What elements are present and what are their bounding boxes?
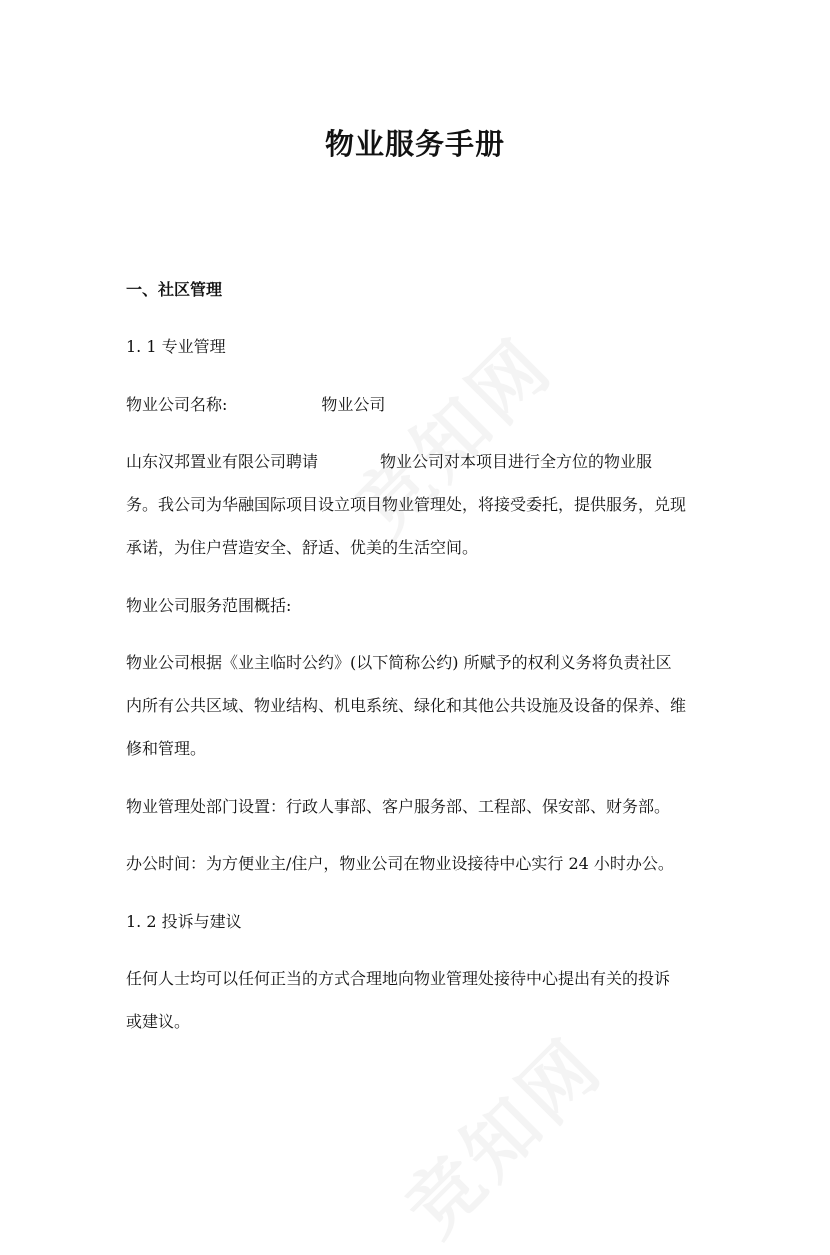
paragraph-line — [126, 451, 652, 473]
watermark — [378, 1011, 623, 1255]
paragraph-line: 内所有公共区域、物业结构、机电系统、绿化和其他公共设施及设备的保养、维 — [126, 696, 687, 715]
intro-text: 山东汉邦置业有限公司聘请 — [126, 452, 319, 471]
paragraph-line: 任何人士均可以任何正当的方式合理地向物业管理处接待中心提出有关的投诉 — [126, 969, 671, 988]
departments-line: 物业管理处部门设置：行政人事部、客户服务部、工程部、保安部、财务部。 — [126, 797, 671, 816]
page-title: 物业服务手册 — [324, 127, 505, 161]
office-hours-line: 办公时间：为方便业主/住户，物业公司在物业设接待中心实行 24 小时办公。 — [126, 854, 674, 873]
company-name-value: 物业公司 — [321, 395, 386, 414]
subsection-heading: 1. 2 投诉与建议 — [126, 912, 242, 931]
paragraph-line: 承诺，为住户营造安全、舒适、优美的生活空间。 — [126, 538, 479, 557]
company-name-line — [126, 394, 385, 416]
company-name-label: 物业公司名称: — [126, 395, 228, 414]
paragraph-line: 务。我公司为华融国际项目设立项目物业管理处，将接受委托，提供服务，兑现 — [126, 495, 687, 514]
scope-label: 物业公司服务范围概括: — [126, 596, 292, 615]
paragraph-line: 或建议。 — [126, 1012, 191, 1031]
paragraph-line: 修和管理。 — [126, 739, 207, 758]
watermark — [328, 311, 573, 556]
paragraph-line: 物业公司根据《业主临时公约》(以下简称公约) 所赋予的权利义务将负责社区 — [126, 653, 672, 672]
subsection-heading: 1. 1 专业管理 — [126, 337, 226, 356]
section-heading: 一、社区管理 — [126, 280, 223, 299]
intro-text: 物业公司对本项目进行全方位的物业服 — [380, 452, 653, 471]
